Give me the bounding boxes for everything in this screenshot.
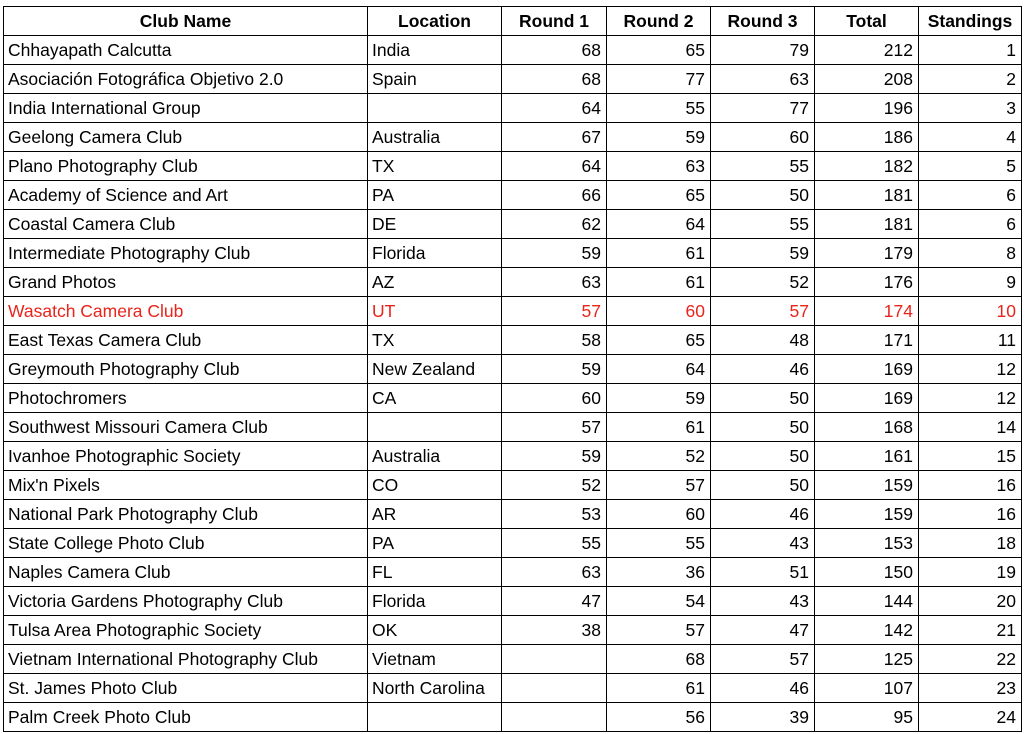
cell-total: 181 — [815, 210, 919, 239]
cell-standing: 2 — [919, 65, 1022, 94]
cell-round-1: 67 — [502, 123, 607, 152]
cell-standing: 22 — [919, 645, 1022, 674]
header-total: Total — [815, 7, 919, 36]
cell-round-1: 57 — [502, 413, 607, 442]
cell-round-3: 50 — [711, 384, 815, 413]
cell-club-name: St. James Photo Club — [4, 674, 368, 703]
cell-round-2: 61 — [607, 674, 711, 703]
cell-location: PA — [368, 529, 502, 558]
cell-location: Florida — [368, 239, 502, 268]
cell-club-name: Vietnam International Photography Club — [4, 645, 368, 674]
cell-round-3: 55 — [711, 210, 815, 239]
table-row — [4, 616, 1022, 645]
cell-round-2: 63 — [607, 152, 711, 181]
cell-location: AZ — [368, 268, 502, 297]
cell-club-name: Wasatch Camera Club — [4, 297, 368, 326]
cell-round-3: 79 — [711, 36, 815, 65]
cell-location — [368, 413, 502, 442]
cell-round-2: 61 — [607, 268, 711, 297]
cell-round-1: 63 — [502, 268, 607, 297]
cell-round-3: 50 — [711, 181, 815, 210]
cell-standing: 18 — [919, 529, 1022, 558]
table-row — [4, 94, 1022, 123]
cell-club-name: Coastal Camera Club — [4, 210, 368, 239]
cell-standing: 23 — [919, 674, 1022, 703]
cell-total: 171 — [815, 326, 919, 355]
cell-round-1: 66 — [502, 181, 607, 210]
cell-location: TX — [368, 326, 502, 355]
cell-standing: 3 — [919, 94, 1022, 123]
cell-total: 159 — [815, 500, 919, 529]
table-row — [4, 587, 1022, 616]
cell-round-2: 60 — [607, 500, 711, 529]
header-location: Location — [368, 7, 502, 36]
header-row — [4, 7, 1022, 36]
cell-round-3: 46 — [711, 355, 815, 384]
cell-location: DE — [368, 210, 502, 239]
cell-club-name: Palm Creek Photo Club — [4, 703, 368, 732]
cell-round-1: 59 — [502, 239, 607, 268]
cell-location: CO — [368, 471, 502, 500]
header-round-1: Round 1 — [502, 7, 607, 36]
cell-round-2: 36 — [607, 558, 711, 587]
cell-standing: 16 — [919, 471, 1022, 500]
table-row — [4, 152, 1022, 181]
header-round-2: Round 2 — [607, 7, 711, 36]
cell-round-1 — [502, 703, 607, 732]
cell-standing: 8 — [919, 239, 1022, 268]
table-row — [4, 326, 1022, 355]
cell-club-name: East Texas Camera Club — [4, 326, 368, 355]
cell-round-1: 59 — [502, 355, 607, 384]
cell-round-3: 39 — [711, 703, 815, 732]
cell-round-1 — [502, 645, 607, 674]
cell-round-1: 53 — [502, 500, 607, 529]
table-row — [4, 268, 1022, 297]
cell-standing: 4 — [919, 123, 1022, 152]
table-row — [4, 413, 1022, 442]
cell-club-name: Southwest Missouri Camera Club — [4, 413, 368, 442]
cell-round-1: 59 — [502, 442, 607, 471]
cell-total: 196 — [815, 94, 919, 123]
cell-round-2: 52 — [607, 442, 711, 471]
table-row — [4, 558, 1022, 587]
table-row — [4, 471, 1022, 500]
cell-location: UT — [368, 297, 502, 326]
cell-round-2: 57 — [607, 471, 711, 500]
cell-location: Vietnam — [368, 645, 502, 674]
cell-club-name: Grand Photos — [4, 268, 368, 297]
cell-round-2: 60 — [607, 297, 711, 326]
cell-club-name: India International Group — [4, 94, 368, 123]
cell-standing: 14 — [919, 413, 1022, 442]
cell-round-1: 52 — [502, 471, 607, 500]
cell-total: 150 — [815, 558, 919, 587]
cell-round-2: 55 — [607, 94, 711, 123]
cell-location: North Carolina — [368, 674, 502, 703]
cell-round-2: 55 — [607, 529, 711, 558]
cell-round-2: 64 — [607, 210, 711, 239]
cell-location: Florida — [368, 587, 502, 616]
cell-location: Australia — [368, 442, 502, 471]
cell-club-name: Chhayapath Calcutta — [4, 36, 368, 65]
cell-round-1: 55 — [502, 529, 607, 558]
cell-round-1: 68 — [502, 36, 607, 65]
cell-round-3: 57 — [711, 645, 815, 674]
cell-standing: 1 — [919, 36, 1022, 65]
cell-standing: 11 — [919, 326, 1022, 355]
cell-round-3: 52 — [711, 268, 815, 297]
cell-round-1: 58 — [502, 326, 607, 355]
standings-table — [3, 6, 1022, 732]
cell-round-3: 48 — [711, 326, 815, 355]
table-row — [4, 36, 1022, 65]
cell-round-3: 60 — [711, 123, 815, 152]
cell-location: Spain — [368, 65, 502, 94]
table-row — [4, 500, 1022, 529]
cell-location: Australia — [368, 123, 502, 152]
cell-total: 176 — [815, 268, 919, 297]
cell-round-1: 57 — [502, 297, 607, 326]
table-row — [4, 442, 1022, 471]
cell-round-2: 61 — [607, 239, 711, 268]
cell-round-1: 64 — [502, 94, 607, 123]
cell-round-3: 46 — [711, 674, 815, 703]
cell-club-name: State College Photo Club — [4, 529, 368, 558]
cell-total: 168 — [815, 413, 919, 442]
cell-total: 208 — [815, 65, 919, 94]
cell-round-1: 63 — [502, 558, 607, 587]
cell-standing: 24 — [919, 703, 1022, 732]
cell-round-3: 77 — [711, 94, 815, 123]
cell-round-3: 43 — [711, 529, 815, 558]
header-round-3: Round 3 — [711, 7, 815, 36]
cell-club-name: Naples Camera Club — [4, 558, 368, 587]
cell-standing: 5 — [919, 152, 1022, 181]
cell-round-3: 50 — [711, 471, 815, 500]
cell-standing: 16 — [919, 500, 1022, 529]
cell-total: 169 — [815, 355, 919, 384]
cell-standing: 15 — [919, 442, 1022, 471]
table-row — [4, 529, 1022, 558]
cell-round-3: 50 — [711, 413, 815, 442]
cell-club-name: Intermediate Photography Club — [4, 239, 368, 268]
cell-standing: 6 — [919, 210, 1022, 239]
cell-standing: 19 — [919, 558, 1022, 587]
cell-round-3: 43 — [711, 587, 815, 616]
cell-standing: 9 — [919, 268, 1022, 297]
cell-location: New Zealand — [368, 355, 502, 384]
cell-location: FL — [368, 558, 502, 587]
cell-club-name: Ivanhoe Photographic Society — [4, 442, 368, 471]
cell-standing: 12 — [919, 384, 1022, 413]
cell-round-1: 60 — [502, 384, 607, 413]
cell-location: India — [368, 36, 502, 65]
cell-round-3: 47 — [711, 616, 815, 645]
cell-club-name: Photochromers — [4, 384, 368, 413]
cell-club-name: Greymouth Photography Club — [4, 355, 368, 384]
cell-club-name: Tulsa Area Photographic Society — [4, 616, 368, 645]
cell-club-name: Academy of Science and Art — [4, 181, 368, 210]
cell-total: 212 — [815, 36, 919, 65]
table-row — [4, 181, 1022, 210]
cell-standing: 6 — [919, 181, 1022, 210]
table-body — [4, 36, 1022, 732]
cell-round-2: 54 — [607, 587, 711, 616]
cell-round-1: 47 — [502, 587, 607, 616]
table-row — [4, 703, 1022, 732]
cell-location: OK — [368, 616, 502, 645]
cell-club-name: Victoria Gardens Photography Club — [4, 587, 368, 616]
cell-standing: 10 — [919, 297, 1022, 326]
cell-total: 107 — [815, 674, 919, 703]
table-row — [4, 674, 1022, 703]
cell-round-2: 56 — [607, 703, 711, 732]
table-row — [4, 123, 1022, 152]
cell-round-3: 50 — [711, 442, 815, 471]
cell-round-2: 65 — [607, 36, 711, 65]
header-standings: Standings — [919, 7, 1022, 36]
cell-round-3: 51 — [711, 558, 815, 587]
cell-round-3: 63 — [711, 65, 815, 94]
cell-round-3: 46 — [711, 500, 815, 529]
cell-round-3: 59 — [711, 239, 815, 268]
cell-total: 186 — [815, 123, 919, 152]
cell-total: 161 — [815, 442, 919, 471]
table-row — [4, 355, 1022, 384]
cell-round-1: 62 — [502, 210, 607, 239]
table-row — [4, 239, 1022, 268]
cell-location: PA — [368, 181, 502, 210]
cell-round-2: 68 — [607, 645, 711, 674]
cell-location: CA — [368, 384, 502, 413]
cell-location: AR — [368, 500, 502, 529]
cell-total: 153 — [815, 529, 919, 558]
cell-round-3: 57 — [711, 297, 815, 326]
table-row — [4, 210, 1022, 239]
cell-round-2: 65 — [607, 181, 711, 210]
cell-standing: 20 — [919, 587, 1022, 616]
cell-standing: 21 — [919, 616, 1022, 645]
cell-total: 169 — [815, 384, 919, 413]
table-row — [4, 645, 1022, 674]
cell-round-2: 57 — [607, 616, 711, 645]
cell-standing: 12 — [919, 355, 1022, 384]
cell-club-name: Geelong Camera Club — [4, 123, 368, 152]
cell-round-2: 77 — [607, 65, 711, 94]
cell-total: 182 — [815, 152, 919, 181]
table-row — [4, 384, 1022, 413]
cell-location — [368, 94, 502, 123]
cell-club-name: National Park Photography Club — [4, 500, 368, 529]
cell-round-1: 38 — [502, 616, 607, 645]
cell-total: 142 — [815, 616, 919, 645]
cell-club-name: Plano Photography Club — [4, 152, 368, 181]
cell-round-2: 59 — [607, 384, 711, 413]
cell-total: 174 — [815, 297, 919, 326]
cell-round-2: 61 — [607, 413, 711, 442]
cell-total: 144 — [815, 587, 919, 616]
cell-round-3: 55 — [711, 152, 815, 181]
cell-club-name: Asociación Fotográfica Objetivo 2.0 — [4, 65, 368, 94]
cell-total: 179 — [815, 239, 919, 268]
cell-location — [368, 703, 502, 732]
header-club-name: Club Name — [4, 7, 368, 36]
cell-round-2: 59 — [607, 123, 711, 152]
cell-total: 95 — [815, 703, 919, 732]
cell-total: 181 — [815, 181, 919, 210]
cell-club-name: Mix'n Pixels — [4, 471, 368, 500]
cell-round-1 — [502, 674, 607, 703]
cell-total: 159 — [815, 471, 919, 500]
cell-location: TX — [368, 152, 502, 181]
cell-round-2: 64 — [607, 355, 711, 384]
table-row — [4, 65, 1022, 94]
table-row — [4, 297, 1022, 326]
cell-round-1: 64 — [502, 152, 607, 181]
cell-round-1: 68 — [502, 65, 607, 94]
cell-round-2: 65 — [607, 326, 711, 355]
cell-total: 125 — [815, 645, 919, 674]
